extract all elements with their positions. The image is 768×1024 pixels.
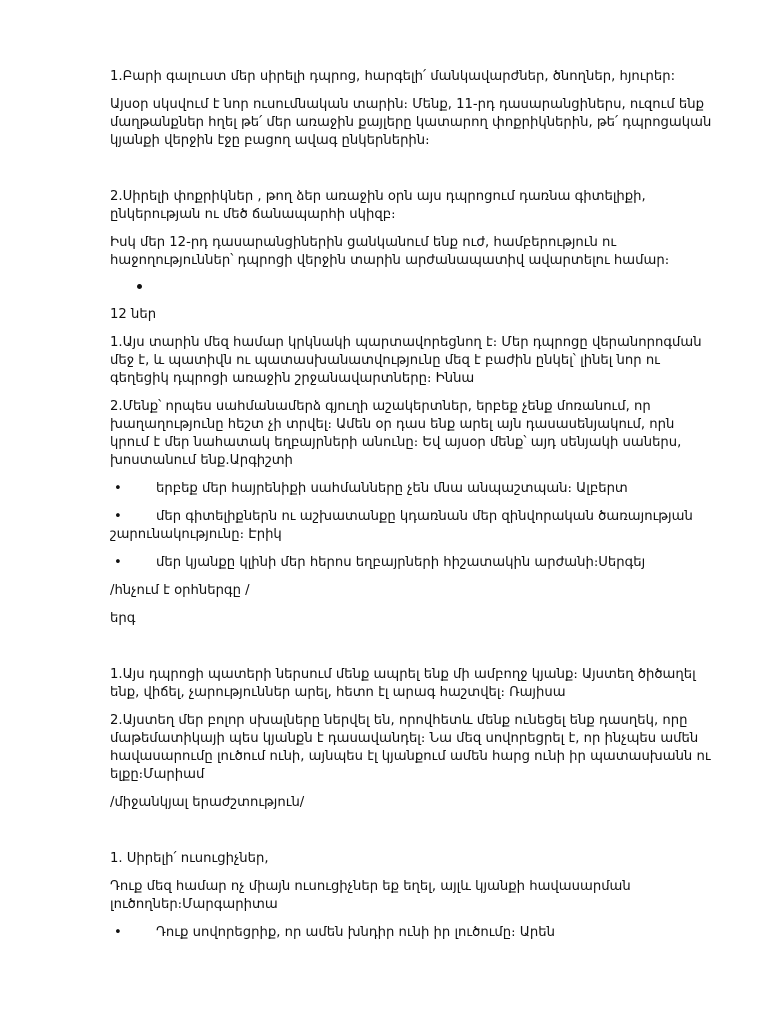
bullet-item-sergey bbox=[110, 554, 714, 572]
paragraph-dear-teachers: 1. Սիրելի՛ ուսուցիչներ, bbox=[110, 851, 269, 866]
paragraph-class-teacher: 2.Այստեղ մեր բոլոր սխալները ներվել են, որովհետև մենք ունեցել ենք դասղեկ, որը մաթեմատիկայի պես կյանքն է դասավանդել։ Նա մեզ սովորեցրել է, որ ինչպես ամեն հավասարումը լուծում ունի, այնպես էլ կյանքում ամեն հարց ունի իր պատասխանն ու ելքը։Մարիամ bbox=[110, 713, 711, 782]
paragraph-welcome: 1.Բարի գալուստ մեր սիրելի դպրոց, հարգելի՛ մանկավարժներ, ծնողներ, հյուրեր: bbox=[110, 69, 676, 84]
bullet-text: մեր կյանքը կլինի մեր հերոս եղբայրների հիշատակին արժանի։Սերգեյ bbox=[156, 555, 646, 570]
bullet-icon: • bbox=[114, 925, 122, 940]
paragraph-teachers-role: Դուք մեզ համար ոչ միայն ուսուցիչներ եք եղել, այլև կյանքի հավասարման լուծողներ։Մարգարիտա bbox=[110, 879, 631, 912]
bullet-icon: • bbox=[114, 555, 122, 570]
paragraph-little-ones: 2.Սիրելի փոքրիկներ , թող ձեր առաջին օրն այս դպրոցում դառնա գիտելիքի, ընկերության ու մեծ ճանապարհի սկիզբ։ bbox=[110, 189, 646, 222]
section-heading-12: 12 ներ bbox=[110, 307, 157, 322]
paragraph-school-walls: 1.Այս դպրոցի պատերի ներսում մենք ապրել ենք մի ամբողջ կյանք։ Այստեղ ծիծաղել ենք, վիճել, չարություններ արել, հետո էլ արագ հաշտվել։ Ռայիսա bbox=[110, 667, 696, 700]
bullet-text: մեր գիտելիքներն ու աշխատանքը կդառնան մեր զինվորական ծառայության շարունակությունը։ Էրիկ bbox=[110, 509, 693, 542]
paragraph-border-village: 2.Մենք՝ որպես սահմանամերձ գյուղի աշակերտներ, երբեք չենք մոռանում, որ խաղաղությունը հեշտ չի տրվել։ Ամեն օր դաս ենք արել այն դասասենյակում, որն կրում է մեր նահատակ եղբայրների անունը։ Եվ այսօր մենք՝ այդ սենյակի սաներս, խոստանում ենք.Արգիշտի bbox=[110, 399, 682, 468]
paragraph-new-year: Այսօր սկսվում է նոր ուսումնական տարին։ Մենք, 11-րդ դասարանցիներս, ուզում ենք մաղթանքներ հղել թե՛ մեր առաջին քայլերը կատարող փոքրիկներին, թե՛ դպրոցական կյանքի վերջին էջը բացող ավագ ընկերներին։ bbox=[110, 97, 712, 148]
bullet-item-erik bbox=[110, 508, 714, 544]
empty-bullet-item bbox=[110, 278, 714, 296]
stage-direction-song: երգ bbox=[110, 611, 136, 626]
paragraph-grade-12-wish: Իսկ մեր 12-րդ դասարանցիներին ցանկանում ենք ուժ, համբերություն ու հաջողություններ՝ դպրոցի վերջին տարին արժանապատիվ ավարտելու համար։ bbox=[110, 235, 670, 268]
bullet-icon: • bbox=[114, 481, 122, 496]
paragraph-renovation: 1.Այս տարին մեզ համար կրկնակի պարտավորեցնող է։ Մեր դպրոցը վերանորոգման մեջ է, և պատիվն ու պատասխանատվությունը մեզ է բաժին ընկել՝ լինել նոր ու գեղեցիկ դպրոցի առաջին շրջանավարտները։ Իննա bbox=[110, 335, 702, 386]
bullet-text: երբեք մեր հայրենիքի սահմանները չեն մնա անպաշտպան։ Ալբերտ bbox=[156, 481, 628, 496]
bullet-item-albert bbox=[110, 480, 714, 498]
bullet-icon: • bbox=[114, 509, 122, 524]
stage-direction-music: /միջանկյալ երաժշտություն/ bbox=[110, 795, 305, 810]
stage-direction-anthem: /հնչում է օրհներգը / bbox=[110, 583, 250, 598]
bullet-text: Դուք սովորեցրիք, որ ամեն խնդիր ունի իր լուծումը։ Արեն bbox=[156, 925, 555, 940]
bullet-item-aren bbox=[110, 924, 714, 942]
